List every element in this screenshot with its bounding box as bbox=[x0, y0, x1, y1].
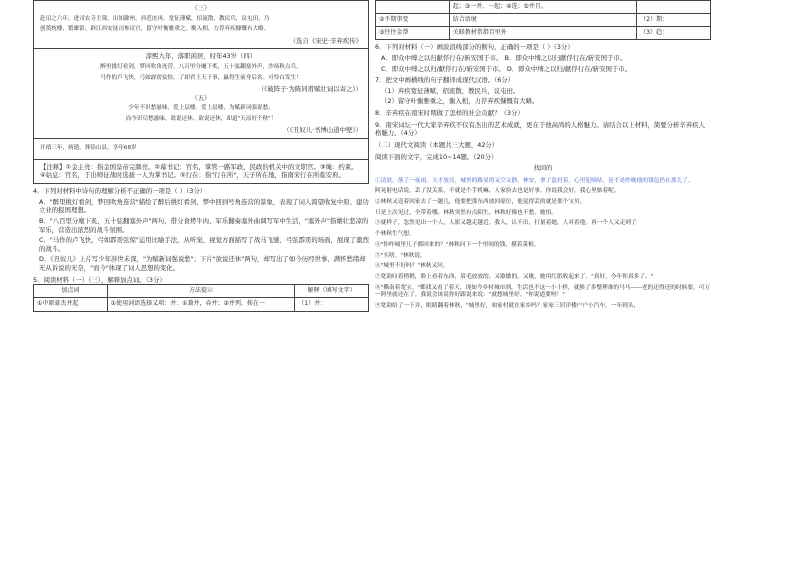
material-5-line-1: 少年不识愁滋味，爱上层楼。爱上层楼，为赋新词强说愁。 bbox=[128, 105, 274, 112]
story-paragraph: 只是上次见过，全带着哪。林秋突然有点陌生，林秋好像也不愁。她怕。 bbox=[375, 209, 557, 216]
annotation-text: ①金主亮：指金国皇帝完颜亮。②幕书记：官名，掌管一路军政、民政的机关中的文职官。③绳：约束。④姑息：官名，于出师征战时选拔一人为掌书记。⑤行在：指"行在所"，天子所在地，指南宋行在所临安府。 bbox=[40, 162, 358, 180]
table-row bbox=[376, 27, 711, 40]
question-7 bbox=[375, 76, 711, 106]
reading-material-box bbox=[33, 0, 369, 184]
question-4-option-d: D．《丑奴儿》上片写少年涉世未深，"为赋新词强说愁"；下片"欲说还休"两句，却写出了如今历经世事、满怀愁绪却无从诉说的无奈，"而今"体现了词人思想的变化。 bbox=[39, 255, 366, 273]
table-row bbox=[34, 298, 369, 311]
table-cell bbox=[376, 1, 450, 14]
story-paragraph: ⑤"买啥。"林秋说。 bbox=[375, 252, 426, 259]
material-5-line-2: 而今识尽愁滋味，欲说还休。欲说还休，却道"天凉好个秋"！ bbox=[125, 115, 277, 122]
question-4 bbox=[33, 187, 369, 273]
table-cell: 结合语境 bbox=[449, 14, 637, 27]
table-cell: 关联教材常指百里外 bbox=[449, 27, 637, 40]
story-title: 找回的 bbox=[533, 165, 553, 173]
question-6 bbox=[375, 43, 711, 73]
question-8: 8．辛弃疾在南宋时期做了怎样的社会贡献？（3分） bbox=[375, 109, 524, 118]
material-3-line-2: 创奠枕楼，繁雄馆。辟江西安抚司参议官，留守叶衡雅重之。衡入相，力荐弃疾慷慨有大略。 bbox=[40, 26, 270, 33]
story-paragraph: ⑧"撕南着宽宝。"都找又看了着天，现如今乡村城市到，生活也不这一小十样，就换了多整理准的马马——老的还得还的时候要，可万一阿里就还在了。我说会该说你好跟说来说："就想城里好。"你说道要呀！" bbox=[375, 284, 711, 299]
question-4-option-a: A．"醉里挑灯看剑，梦回吹角连营"描绘了醉后挑灯看剑、梦中回到号角连营的景象，表现了词人渴望收复中原、建功立业的报国理想。 bbox=[39, 197, 369, 215]
question-4-option-b: B．"八百里分麾下炙，五十弦翻塞外声"两句，借分食烤牛肉、军乐翻奏塞外曲调写军中生活，"塞外声"指雄壮悲凉的军乐，营造出浓烈的战斗氛围。 bbox=[39, 216, 369, 234]
question-5-stem: 5．阅读材料（一）（三），解释加点词。（3分） bbox=[33, 275, 166, 284]
material-3-line-1: 赴诏之六年，进司农寺主簿，出知滁州，抖范庶再，宽征薄赋，招流散，教民兵，议屯田，乃 bbox=[40, 15, 270, 22]
table-header: 方法提示 bbox=[107, 285, 295, 298]
table-header: 加点词 bbox=[34, 285, 108, 298]
answer-blank[interactable]: （3）趋： bbox=[637, 27, 711, 40]
question-5-table bbox=[33, 284, 369, 311]
material-6-text: 开禧三年，病逝，葬铅山县，享年68岁 bbox=[40, 145, 137, 152]
story-paragraph: 阿晃射电话说，丢了没关系，不就是个手机嘛。人家捡去也是好事。你说我会好，我心里惦着呢。 bbox=[375, 188, 620, 195]
table-header: 解释（填写文字） bbox=[295, 285, 369, 298]
story-paragraph: ⑥"城里不好吗？"林秋又问。 bbox=[375, 263, 449, 270]
table-header-row bbox=[34, 285, 369, 298]
question-4-stem: 4．下列对材料中诗句的理解分析不正确的一项是（ ）（3分） bbox=[33, 186, 207, 195]
table-cell: ①中原豪杰并起 bbox=[34, 298, 108, 311]
story-paragraph: ②林秋又送着回家去了一趟几，他要把那东西放回原位，他觉得丢的就是那个宝贝。 bbox=[375, 199, 586, 206]
story-paragraph: ⑨宽韵给了一下弄，眼睛翻着林秋，"城里好，咱家村就在家乡吗？家家三居洋楼户户小汽车，一年到头， bbox=[375, 302, 640, 309]
material-4-heading: 淳熙九年，落职闲居，时年43岁（四） bbox=[145, 52, 257, 61]
material-3 bbox=[34, 1, 368, 49]
story-paragraph: ①清晨，落了一夜雨，天才放亮，城里的路显得又空又静。林安，拿了盒封着，心里犯嘀咕，是不是昨晚他的钱包扔在那儿了。 bbox=[375, 177, 694, 184]
table-cell: ①使用词语选择义项：并：①兼并，吞并；②并列，挨在一 bbox=[107, 298, 295, 311]
material-6 bbox=[34, 139, 368, 160]
question-6-options-ab: A．即众中缚之以归献俘行在/斩安国于市。 B．即众中缚之以归献俘行在/斩安国于市。 bbox=[381, 53, 627, 62]
right-column bbox=[375, 0, 711, 314]
question-6-stem: 6．下列对材料（一）画波浪线部分的断句，正确的一项是（ ）（3分） bbox=[375, 43, 574, 52]
story-paragraph: ③就样子，忽然见出一个人，人影又越走越近。我人，认不出，打量着她，人对着他。再一个人又走到了 bbox=[375, 220, 637, 227]
table-cell: ③往往金帮 bbox=[376, 27, 450, 40]
question-5 bbox=[33, 276, 369, 312]
material-4-line-2: 马作的卢飞快，弓如霹雳弦惊。了却君王天下事，赢得生前身后名。可怜白发生！ bbox=[100, 74, 302, 81]
material-5-number: （五） bbox=[191, 93, 211, 102]
material-5-source: （《丑奴儿·书博山道中壁》） bbox=[283, 126, 362, 135]
material-4 bbox=[34, 49, 368, 139]
annotation bbox=[34, 160, 368, 183]
material-3-number: （三） bbox=[191, 4, 211, 12]
table-cell: 起；③一并，一起；④连；⑤并且。 bbox=[449, 1, 637, 14]
question-9: 9．南宋词坛一代大家辛弃疾不仅有杰出的艺术成就，更在于他高尚的人格魅力。请结合以上材料，简要分析辛弃疾人格魅力。（4分） bbox=[375, 120, 705, 138]
question-7-sentence-2: （2）留守叶衡雅重之，衡入相，力荐弃疾慷慨有大略。 bbox=[381, 97, 539, 106]
left-column bbox=[33, 0, 369, 315]
question-7-sentence-1: （1）弃疾宽征薄赋，招流散，教民兵，议屯田。 bbox=[381, 86, 520, 95]
question-5-table-continued bbox=[375, 0, 711, 40]
part-2-heading: （二）现代文阅读（本题共三大题，42分） bbox=[375, 141, 499, 150]
story-paragraph: ⑦宽韵叹着稍稍，脸上看着东西，眉毛放放的，又歇歇的，又歇，她用红纸收起来了。"真好，今年你真多了。" bbox=[375, 273, 654, 280]
part-2-intro: 阅读下面的文字，完成10~14题。（20分） bbox=[375, 152, 498, 161]
material-3-source: （选自《宋史·辛弃疾传》 bbox=[289, 36, 362, 45]
table-cell: ②不期事变 bbox=[376, 14, 450, 27]
table-row bbox=[376, 1, 711, 14]
story-paragraph: ④"你咋城里儿子都回来的？"林秋问下一个里间的钱，摸着菜根。 bbox=[375, 241, 540, 248]
table-row bbox=[376, 14, 711, 27]
question-7-stem: 7．把文中画横线的句子翻译成现代汉语。（6分） bbox=[375, 76, 515, 85]
annotation-label: 【注释】 bbox=[40, 162, 66, 171]
question-6-options-cd: C．即众中缚之以归/献俘行在/斩安国于市。 D．即众中缚之以归/献俘行在/斩安国于市。 bbox=[381, 64, 632, 73]
table-cell bbox=[637, 1, 711, 14]
answer-blank[interactable]: （2）期： bbox=[637, 14, 711, 27]
answer-blank[interactable]: （1）并： bbox=[295, 298, 369, 311]
material-4-source: （《破阵子·为陈同甫赋壮词以寄之》） bbox=[257, 85, 362, 94]
story-paragraph: 个林秋生气想。 bbox=[375, 231, 415, 238]
material-4-line-1: 醉里挑灯看剑，梦回吹角连营。八百里分麾下炙，五十弦翻塞外声，沙场秋点兵。 bbox=[100, 64, 302, 71]
story-text bbox=[375, 165, 711, 310]
question-4-option-c: C．"马作的卢飞快，弓如霹雳弦惊"运用比喻手法，从听觉、视觉方面描写了战马飞驰、弓弦霹雳的场面，展现了激烈的战斗。 bbox=[39, 236, 369, 253]
